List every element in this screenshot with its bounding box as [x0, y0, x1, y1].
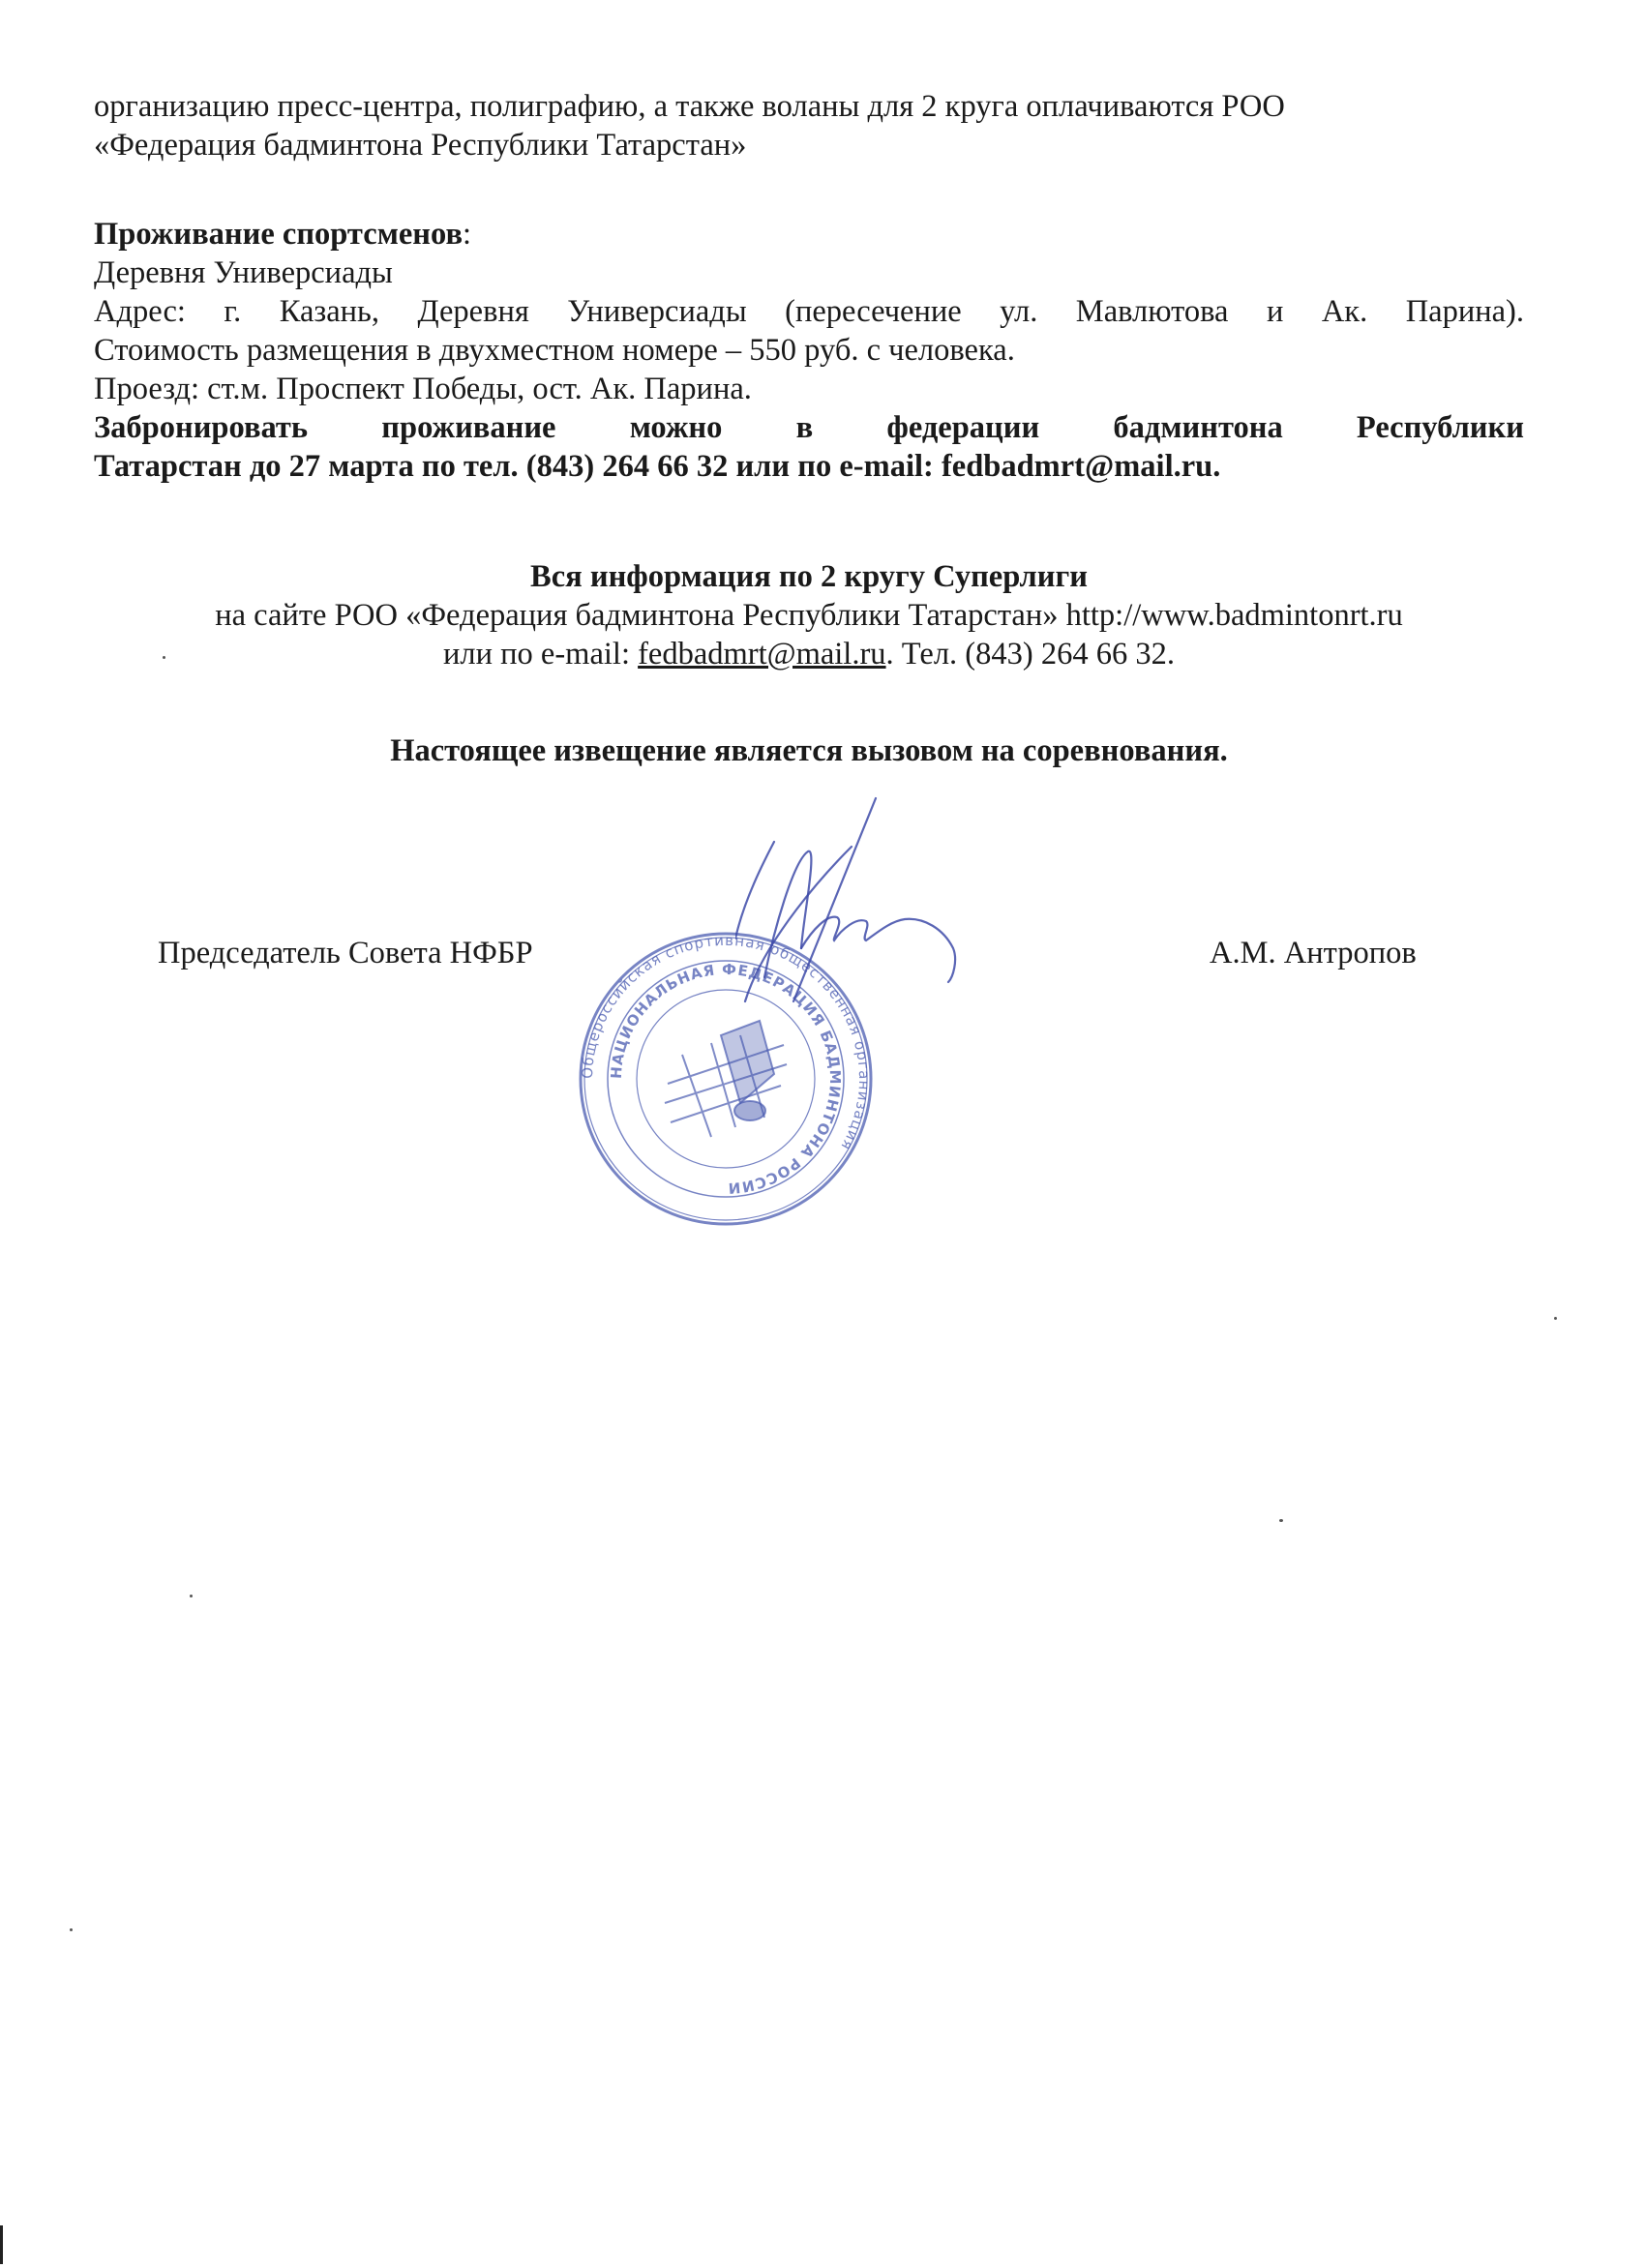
scan-speck — [70, 1928, 73, 1931]
handwritten-signature — [735, 793, 1026, 1016]
scan-speck — [163, 656, 165, 659]
info-email-link[interactable]: fedbadmrt@mail.ru — [638, 637, 886, 671]
accommodation-address: Адрес: г. Казань, Деревня Универсиады (пересечение ул. Мавлютова и Ак. Парина). — [94, 294, 1524, 329]
accommodation-transport: Проезд: ст.м. Проспект Победы, ост. Ак. Парина. — [94, 372, 752, 406]
scan-speck — [1279, 1519, 1283, 1522]
accommodation-venue: Деревня Универсиады — [94, 255, 393, 290]
booking-line-2: Татарстан до 27 марта по тел. (843) 264 66 32 или по e-mail: fedbadmrt@mail.ru. — [94, 449, 1221, 484]
intro-line-2: «Федерация бадминтона Республики Татарстан» — [94, 128, 747, 163]
signatory-name: А.М. Антропов — [1210, 936, 1417, 970]
shuttlecock-emblem-icon — [665, 1021, 787, 1137]
notice: Настоящее извещение является вызовом на соревнования. — [390, 733, 1228, 768]
intro-line-1: организацию пресс-центра, полиграфию, а также воланы для 2 круга оплачиваются РОО — [94, 89, 1285, 124]
info-email-prefix: или по e-mail: — [443, 637, 639, 671]
seal-inner-text: НАЦИОНАЛЬНАЯ ФЕДЕРАЦИЯ БАДМИНТОНА РОССИИ — [607, 960, 845, 1198]
accommodation-heading-line — [94, 215, 1524, 254]
booking-line-1: Забронировать проживание можно в федерации бадминтона Республики — [94, 410, 1524, 445]
intro-paragraph — [94, 87, 1524, 164]
info-section — [94, 557, 1524, 673]
scan-speck — [1554, 1317, 1557, 1320]
seal-outer-text: Общероссийская спортивная общественная организация — [578, 931, 874, 1154]
info-phone: . Тел. (843) 264 66 32. — [885, 637, 1175, 671]
accommodation-heading: Проживание спортсменов — [94, 217, 464, 252]
signatory-position: Председатель Совета НФБР — [158, 936, 533, 970]
info-site-line: на сайте РОО «Федерация бадминтона Республики Татарстан» http://www.badmintonrt.ru — [215, 598, 1403, 633]
accommodation-section — [94, 215, 1524, 486]
accommodation-cost: Стоимость размещения в двухместном номере – 550 руб. с человека. — [94, 333, 1015, 368]
info-heading: Вся информация по 2 кругу Суперлиги — [530, 559, 1088, 594]
scan-speck — [190, 1595, 193, 1597]
scan-edge-mark — [0, 2225, 3, 2264]
info-email-line — [94, 635, 1524, 673]
accommodation-heading-colon: : — [463, 217, 472, 252]
